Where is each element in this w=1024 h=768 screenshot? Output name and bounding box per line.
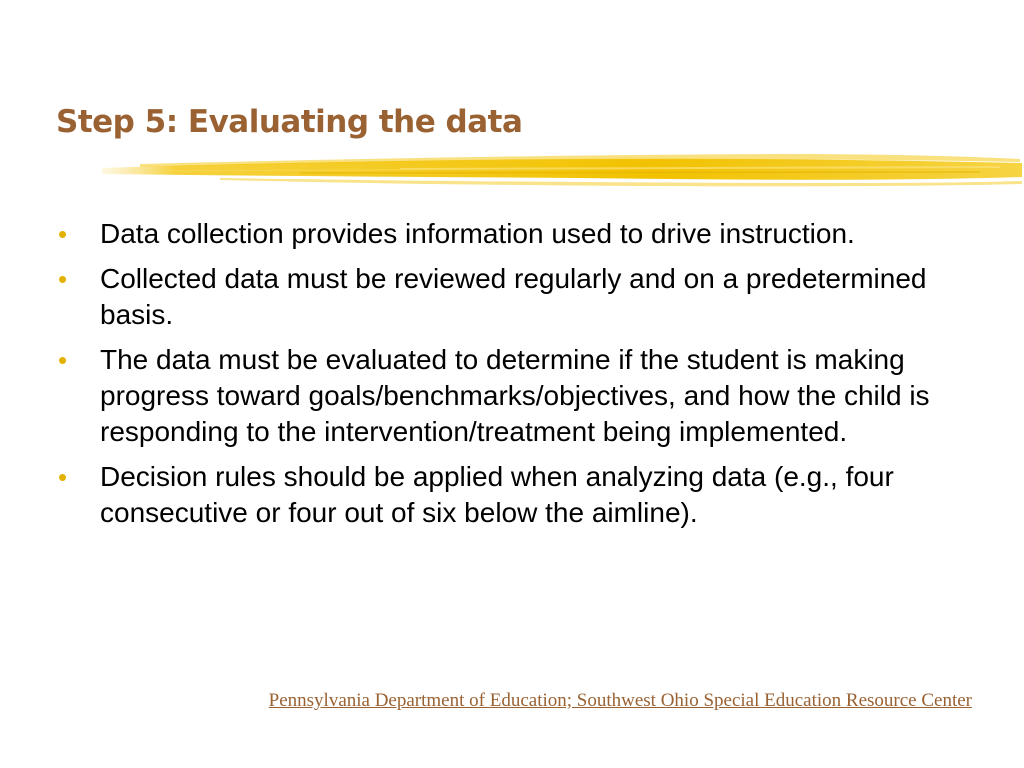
bullet-item <box>58 459 978 531</box>
bullet-dot-icon: • <box>58 462 68 492</box>
brush-stroke-underline <box>100 150 1024 190</box>
bullet-list <box>58 216 978 540</box>
slide-title: Step 5: Evaluating the data <box>56 104 523 140</box>
bullet-dot-icon: • <box>58 264 68 294</box>
bullet-item <box>58 342 978 450</box>
bullet-dot-icon: • <box>58 345 68 375</box>
bullet-item <box>58 261 978 333</box>
bullet-item <box>58 216 978 252</box>
bullet-text: Collected data must be reviewed regularly and on a predetermined basis. <box>100 263 927 330</box>
bullet-text: Decision rules should be applied when analyzing data (e.g., four consecutive or four out of six below the aimline). <box>100 461 894 528</box>
bullet-text: Data collection provides information used to drive instruction. <box>100 218 855 249</box>
bullet-text: The data must be evaluated to determine if the student is making progress toward goals/benchmarks/objectives, and how the child is responding to the intervention/treatment being implemented. <box>100 344 930 447</box>
bullet-dot-icon: • <box>58 219 68 249</box>
source-link[interactable]: Pennsylvania Department of Education; Southwest Ohio Special Education Resource Center <box>268 690 972 711</box>
